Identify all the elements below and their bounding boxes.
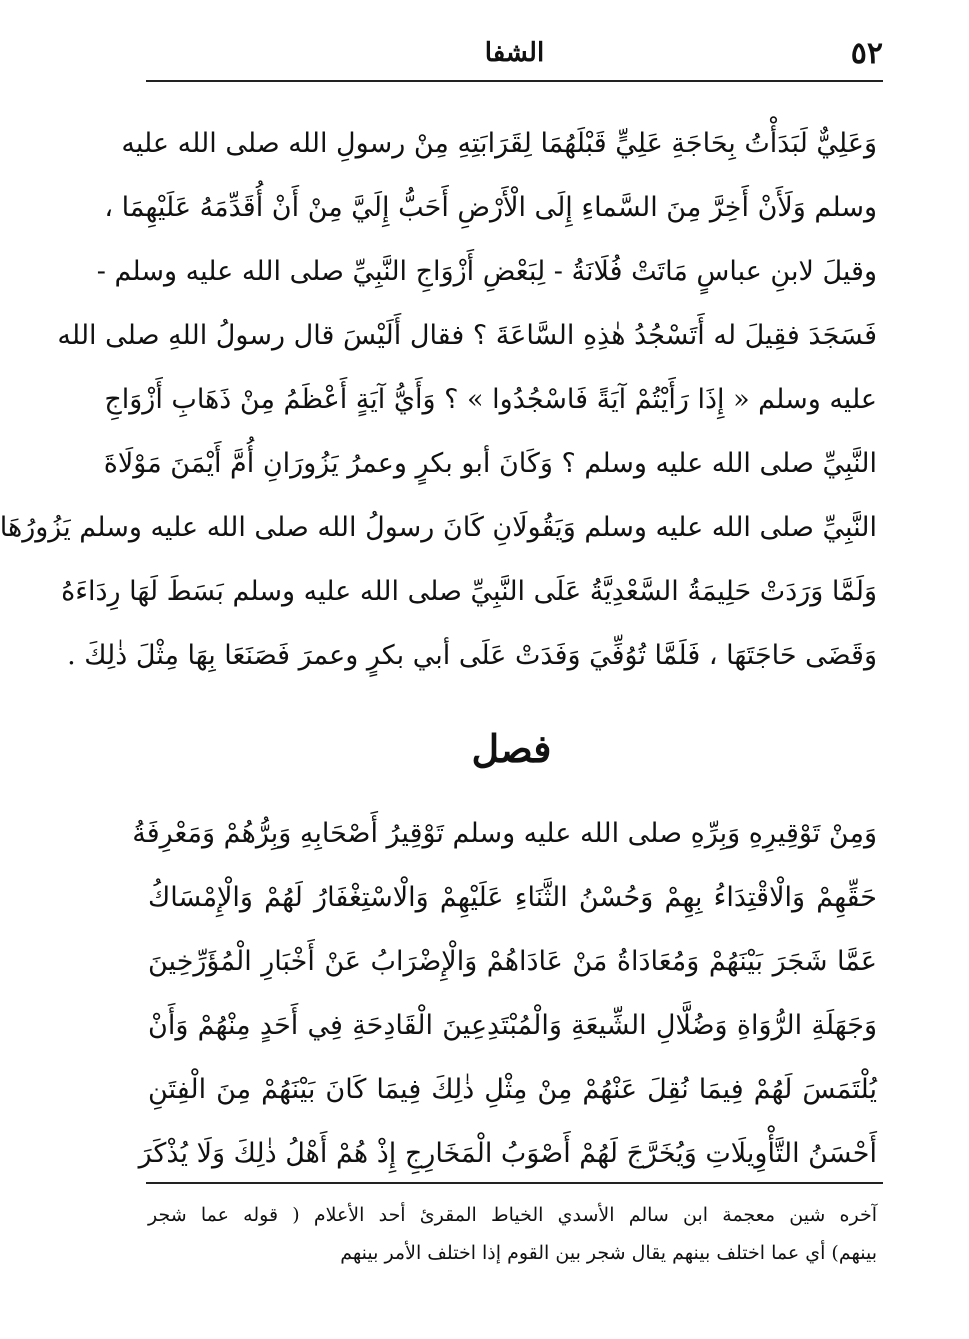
- text-line: أَحْسَنُ التَّأْوِيلَاتِ وَيُخَرَّجَ لَهُمْ أَصْوَبُ الْمَخَارِجِ إِذْ هُمْ أَهْلُ ذٰلِكَ وَلَا يُذْكَرَ: [138, 1138, 877, 1169]
- text-line: وسلم وَلَأَنْ أَخِرَّ مِنَ السَّماءِ إِلَى الْأَرْضِ أَحَبُّ إِلَيَّ مِنْ أَنْ أُقَدِّمَهُ عَلَيْهِمَا ،: [104, 192, 877, 223]
- text-line: عَمَّا شَجَرَ بَيْنَهُمْ وَمُعَادَاةُ مَنْ عَادَاهُمْ وَالْإِضْرَابُ عَنْ أَخْبَارِ الْمُؤَرِّخِينَ: [148, 946, 877, 977]
- text-line: يُلْتَمَسَ لَهُمْ فِيمَا نُقِلَ عَنْهُمْ مِنْ مِثْلِ ذٰلِكَ فِيمَا كَانَ بَيْنَهُمْ مِنَ الْفِتَنِ: [148, 1074, 877, 1105]
- text-line: وَجَهَلَةِ الرُّوَاةِ وَضُلَّالِ الشِّيعَةِ وَالْمُبْتَدِعِينَ الْقَادِحَةِ فِي أَحَدٍ مِنْهُمْ وَأَنْ: [148, 1010, 877, 1041]
- text-line: فَسَجَدَ فقِيلَ له أَتَسْجُدُ هٰذِهِ السَّاعَةَ ؟ فقال أَلَيْسَ قال رسولُ اللهِ صلى الله: [57, 320, 877, 351]
- running-header: [146, 28, 883, 82]
- text-line: وَمِنْ تَوْقِيرِهِ وَبِرِّهِ صلى الله عليه وسلم تَوْقِيرُ أَصْحَابِهِ وَبِرُّهُمْ وَمَعْرِفَةُ: [132, 818, 877, 849]
- paragraph-2: [132, 802, 877, 1186]
- text-line: النَّبِيِّ صلى الله عليه وسلم وَيَقُولَانِ كَانَ رسولُ الله صلى الله عليه وسلم يَزُورُهَا: [0, 512, 877, 543]
- section-heading: فصل: [471, 726, 552, 771]
- paragraph-1: [0, 112, 877, 688]
- page-number: ٥٢: [850, 36, 883, 71]
- text-line: النَّبِيِّ صلى الله عليه وسلم ؟ وَكَانَ أبو بكرٍ وعمرُ يَزُورَانِ أُمَّ أَيْمَنَ مَوْلَاةَ: [103, 448, 877, 479]
- running-title: الشفا: [484, 38, 545, 68]
- text-line: وَعَلِيٌّ لَبَدَأْتُ بِحَاجَةِ عَلِيٍّ قَبْلَهُمَا لِقَرَابَتِهِ مِنْ رسولِ الله صلى الله عليه: [121, 128, 877, 159]
- text-line: وقيلَ لابنِ عباسٍ مَاتَتْ فُلَانَةُ - لِبَعْضِ أَزْوَاجِ النَّبِيِّ صلى الله عليه وسلم -: [96, 256, 877, 287]
- text-line: وَلَمَّا وَرَدَتْ حَلِيمَةُ السَّعْدِيَّةُ عَلَى النَّبِيِّ صلى الله عليه وسلم بَسَطَ لَهَا رِدَاءَهُ: [61, 576, 877, 607]
- footnote-line: بينهم) أي عما اختلف بينهم يقال شجر بين القوم إذا اختلف الأمر بينهم: [340, 1242, 877, 1264]
- text-line: حَقِّهِمْ وَالْاقْتِدَاءُ بِهِمْ وَحُسْنُ الثَّنَاءِ عَلَيْهِمْ وَالْاسْتِغْفَارُ لَهُمْ وَالْإِمْسَاكُ: [148, 882, 877, 913]
- footnote-divider: [146, 1182, 883, 1184]
- footnote-line: آخره شين معجمة ابن سالم الأسدي الخياط المقرئ أحد الأعلام ( قوله عما شجر: [148, 1204, 877, 1226]
- footnotes: [148, 1196, 877, 1272]
- text-line: عليه وسلم « إِذَا رَأَيْتُمْ آيَةً فَاسْجُدُوا » ؟ وَأَيُّ آيَةٍ أَعْظَمُ مِنْ ذَهَابِ أَزْوَاجِ: [104, 384, 877, 415]
- text-line: وَقَضَى حَاجَتَهَا ، فَلَمَّا تُوُفِّيَ وَفَدَتْ عَلَى أبي بكرٍ وعمرَ فَصَنَعَا بِهَا مِثْلَ ذٰلِكَ .: [67, 640, 877, 671]
